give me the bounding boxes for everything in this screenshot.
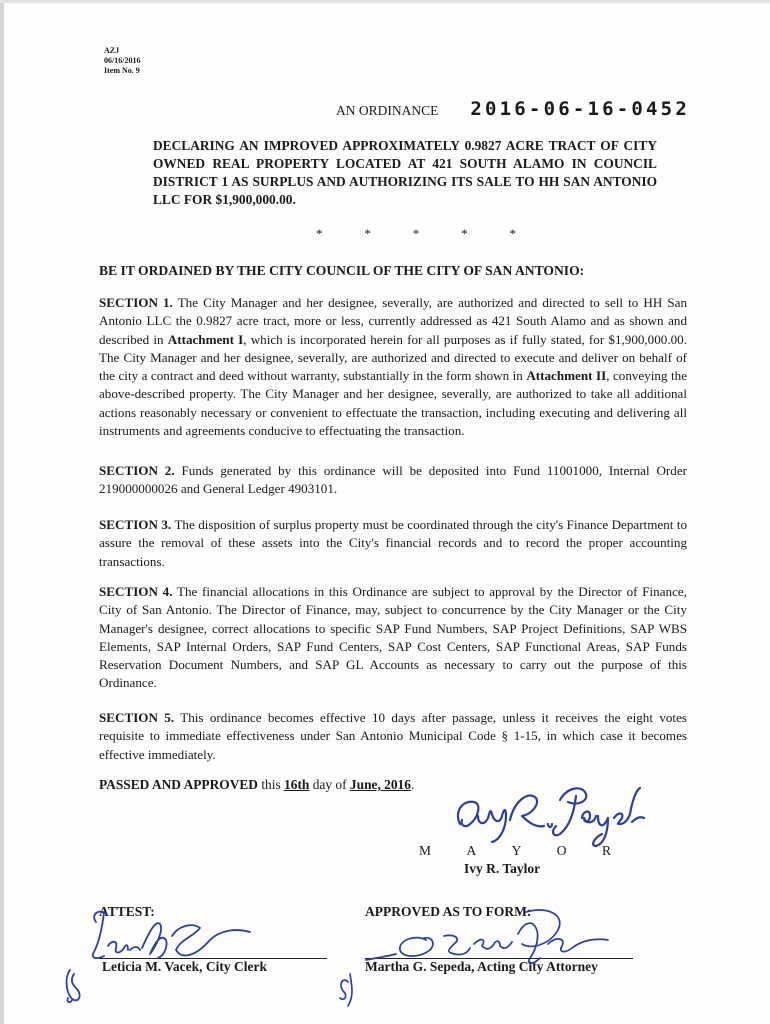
mayor-signature	[448, 772, 648, 848]
mayor-letter: A	[466, 843, 477, 858]
attachment-1-ref: Attachment I	[167, 331, 244, 347]
passed-month-year: June, 2016	[349, 777, 411, 792]
section-5-label: SECTION 5.	[99, 710, 175, 725]
mayor-title	[419, 843, 611, 859]
attest-name: Leticia M. Vacek, City Clerk	[102, 959, 267, 974]
mayor-name: Ivy R. Taylor	[464, 861, 541, 876]
meta-item: Item No. 9	[104, 66, 140, 75]
mayor-letter: Y	[511, 843, 522, 858]
star: *	[509, 226, 516, 241]
passed-and-approved	[99, 777, 414, 793]
meta-date: 06/16/2016	[104, 56, 141, 65]
passed-this: this	[261, 777, 281, 792]
ordinance-header	[336, 98, 690, 120]
section-1-text-a: The City Manager and her designee, severally, are authorized and directed to sell to HH San Antonio LLC the 0.9827 acre tract, more or less, currently addressed as 421 South Alamo and as shown and described in	[99, 295, 687, 347]
passed-period: .	[410, 777, 415, 792]
mayor-letter: M	[419, 843, 432, 858]
section-2-text: Funds generated by this ordinance will be deposited into Fund 11001000, Internal Order 219000000026 and General Ledger 4903101.	[99, 463, 687, 497]
star: *	[412, 226, 420, 241]
attest-label: ATTEST:	[99, 904, 155, 919]
section-1-label: SECTION 1.	[99, 295, 173, 310]
scan-edge-top	[0, 0, 770, 3]
section-3-text: The disposition of surplus property must be coordinated through the city's Finance Department to assure the removal of these assets into the City's financial records and to record the proper accounting transactions.	[99, 517, 687, 569]
section-1	[99, 294, 687, 440]
clerk-signature	[60, 900, 260, 1010]
ordinance-number: 2016-06-16-0452	[470, 98, 690, 120]
section-5-text: This ordinance becomes effective 10 days after passage, unless it receives the eight votes requisite to immediate effectiveness under San Antonio Municipal Code § 1-15, in which case it becomes effective immediately.	[99, 710, 687, 762]
star-divider	[316, 226, 516, 242]
attachment-2-ref: Attachment II	[526, 368, 607, 384]
scan-edge-left	[0, 0, 4, 1024]
star: *	[461, 226, 468, 241]
section-4-label: SECTION 4.	[99, 584, 173, 599]
enacting-clause: BE IT ORDAINED BY THE CITY COUNCIL OF THE CITY OF SAN ANTONIO:	[99, 263, 585, 278]
approved-as-to-form-label: APPROVED AS TO FORM:	[365, 904, 532, 919]
section-5	[99, 709, 687, 764]
section-1-text-c: , conveying the above-described property. The City Manager and her designee, severally, are authorized to take all additional actions reasonably necessary or convenient to effectuate the transaction, including executing and delivering all instruments and agreements conducive to effectuating the transaction.	[99, 368, 688, 439]
approved-name: Martha G. Sepeda, Acting City Attorney	[365, 959, 598, 974]
section-3	[99, 516, 687, 571]
section-2-label: SECTION 2.	[99, 463, 175, 478]
section-4-text: The financial allocations in this Ordinance are subject to approval by the Director of Finance, City of San Antonio. The Director of Finance, may, subject to concurrence by the City Manager or the City Manager's designee, correct allocations to specific SAP Fund Numbers, SAP Project Definitions, SAP WBS Elements, SAP Internal Orders, SAP Fund Centers, SAP Cost Centers, SAP Functional Areas, SAP Funds Reservation Document Numbers, and SAP GL Accounts as necessary to carry out the purpose of this Ordinance.	[99, 584, 687, 691]
section-3-label: SECTION 3.	[99, 517, 172, 532]
star: *	[316, 226, 323, 241]
section-4	[99, 583, 687, 693]
mayor-letter: R	[601, 843, 611, 858]
document-meta	[104, 46, 140, 76]
section-2	[99, 462, 687, 499]
ordinance-title: DECLARING AN IMPROVED APPROXIMATELY 0.9827 ACRE TRACT OF CITY OWNED REAL PROPERTY LOCATED AT 421 SOUTH ALAMO IN COUNCIL DISTRICT 1 AS SURPLUS AND AUTHORIZING ITS SALE TO HH SAN ANTONIO LLC FOR $1,900,000.00.	[153, 138, 657, 207]
passed-prefix: PASSED AND APPROVED	[99, 777, 258, 792]
ordinance-label: AN ORDINANCE	[336, 103, 439, 118]
meta-initials: AZJ	[104, 46, 120, 55]
star: *	[364, 226, 371, 241]
passed-day: 16th	[284, 777, 310, 792]
attorney-signature	[336, 900, 621, 1010]
passed-day-of: day of	[312, 777, 347, 792]
section-1-text-b: , which is incorporated herein for all purposes as if fully stated, for $1,900,000.00. The City Manager and her designee, severally, are authorized and directed to execute and deliver on behalf of the city a contract and deed without warranty, substantially in the form shown in	[99, 331, 687, 384]
mayor-letter: O	[556, 843, 567, 858]
